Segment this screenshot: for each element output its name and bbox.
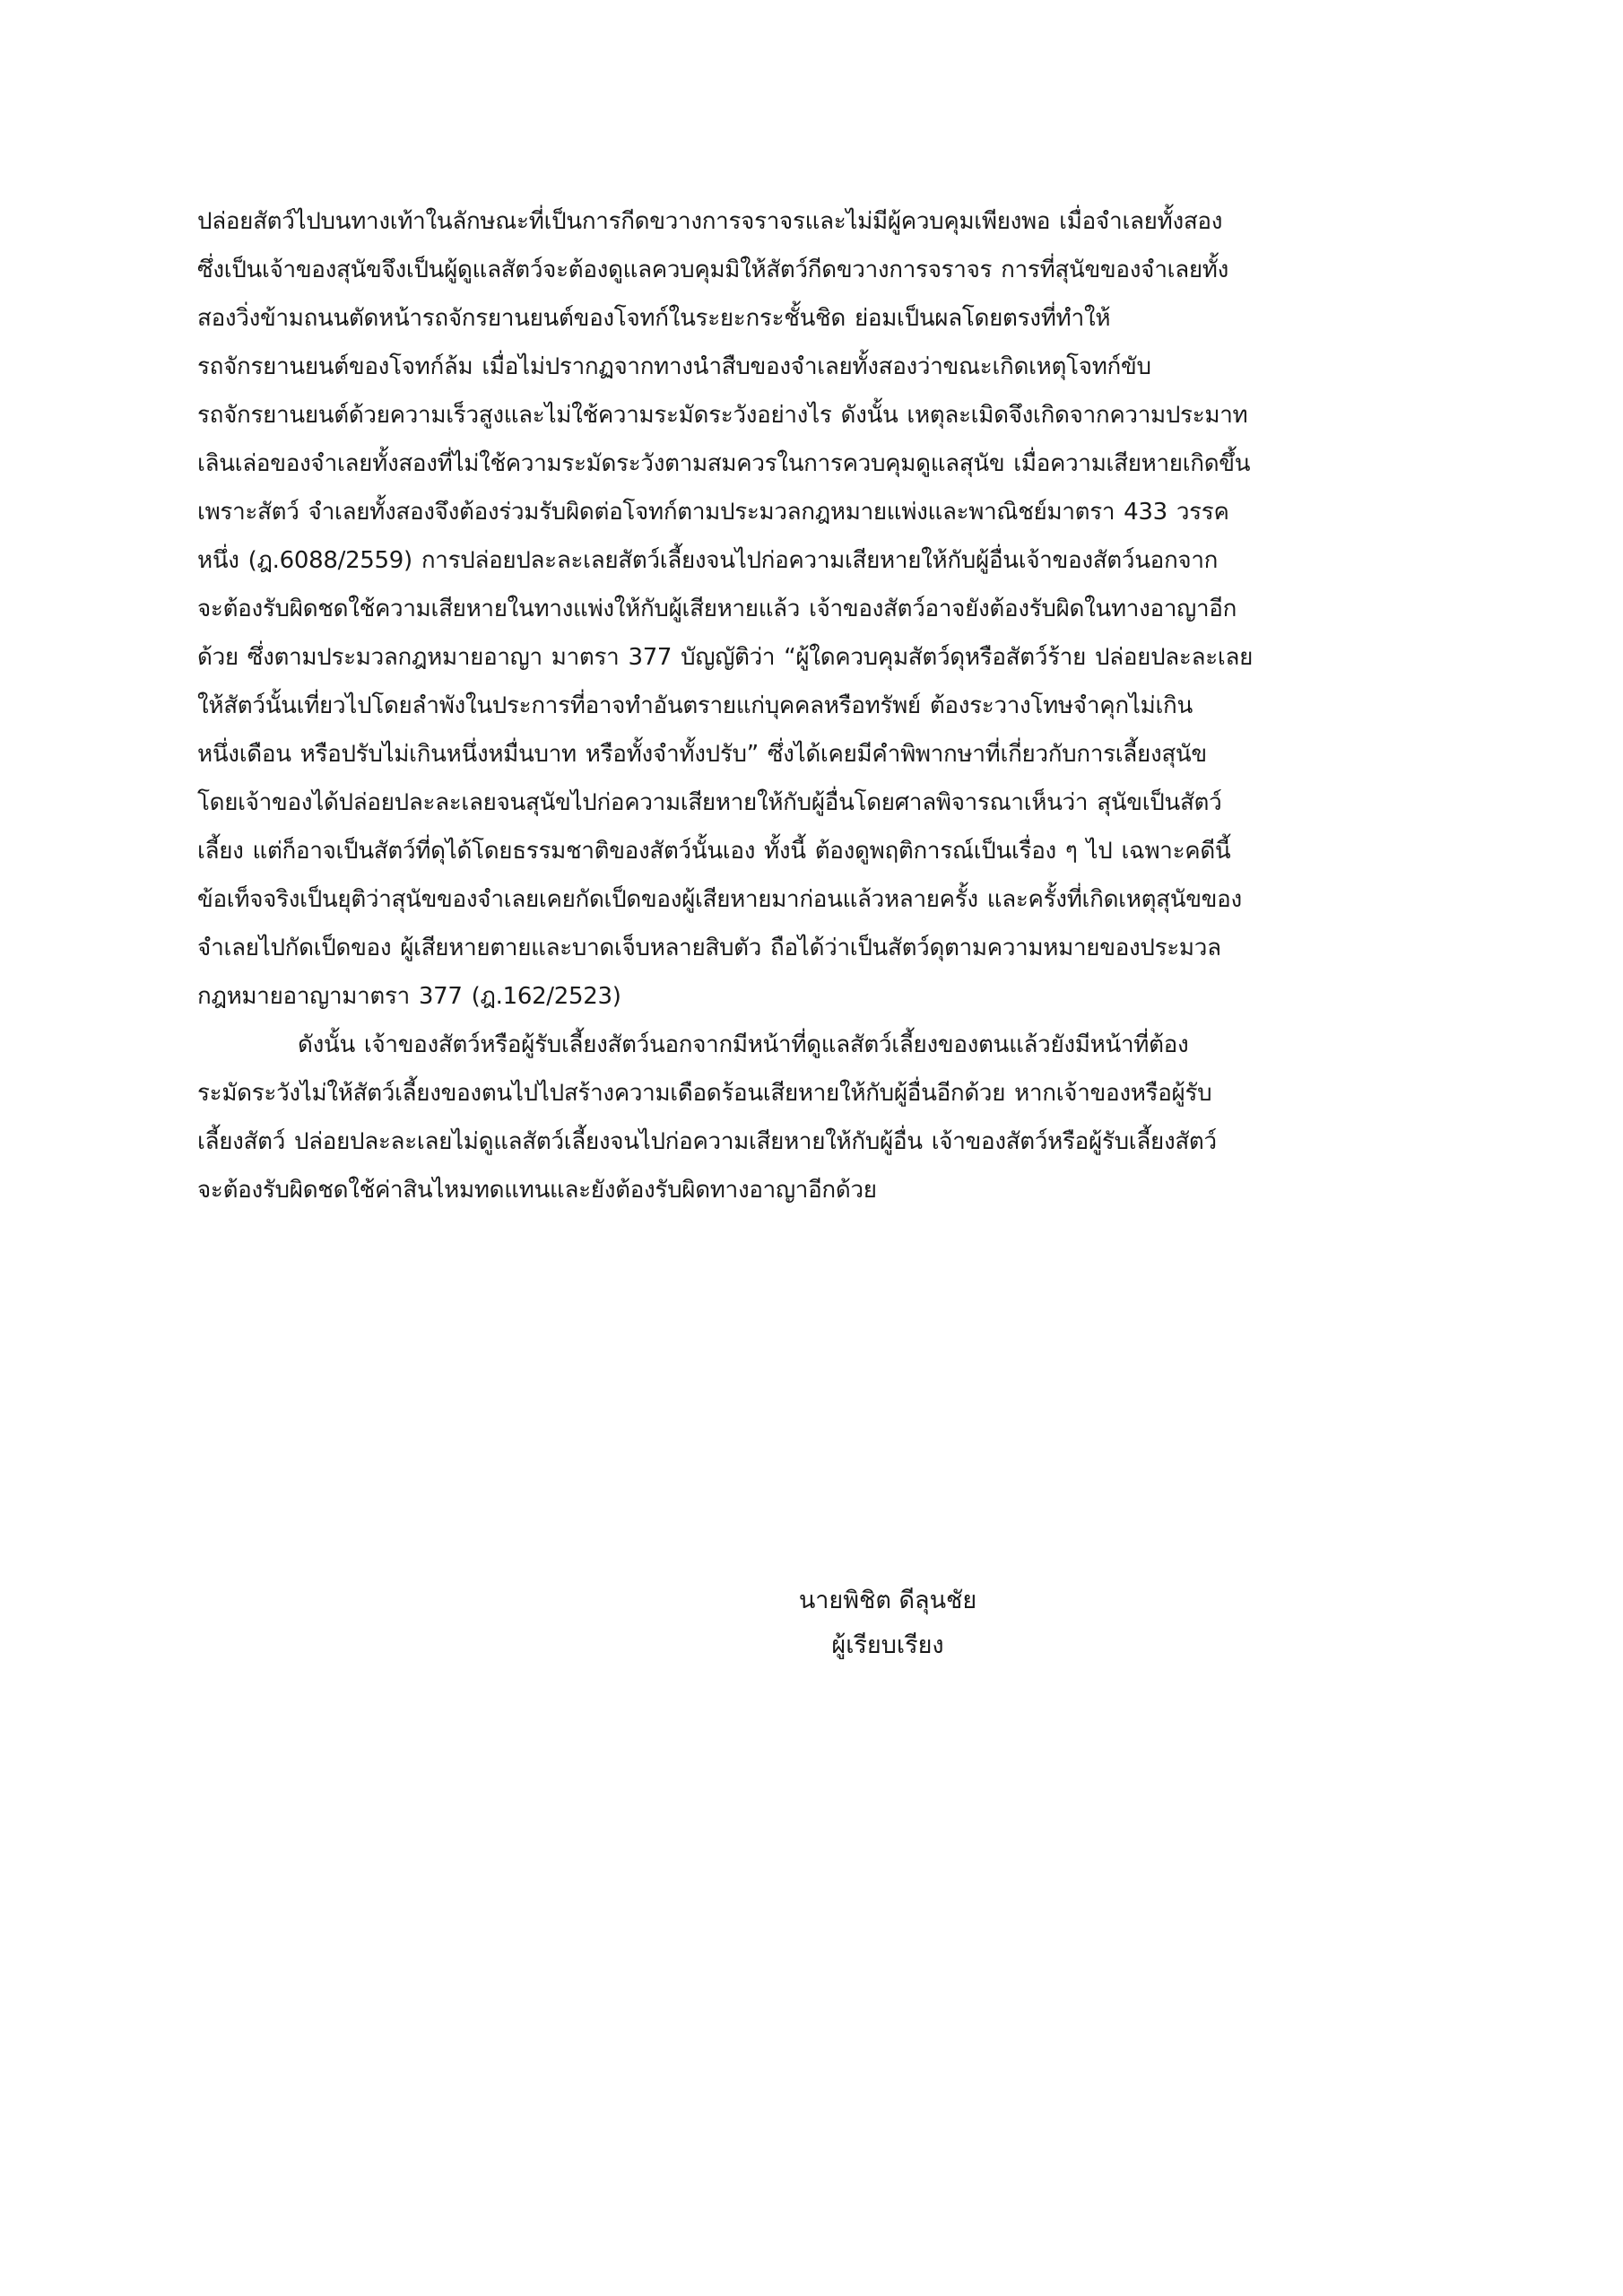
document-body xyxy=(197,197,1428,1214)
signature-block xyxy=(753,1578,1022,1668)
body-line: เพราะสัตว์ จำเลยทั้งสองจึงต้องร่วมรับผิดต่อโจทก์ตามประมวลกฎหมายแพ่งและพาณิชย์มาตรา 433 วรรค xyxy=(197,499,1229,526)
body-line: รถจักรยานยนต์ของโจทก์ล้ม เมื่อไม่ปรากฏจากทางนำสืบของจำเลยทั้งสองว่าขณะเกิดเหตุโจทก์ขับ xyxy=(197,353,1151,380)
body-line: จะต้องรับผิดชดใช้ค่าสินไหมทดแทนและยังต้องรับผิดทางอาญาอีกด้วย xyxy=(197,1177,877,1204)
body-line: รถจักรยานยนต์ด้วยความเร็วสูงและไม่ใช้ความระมัดระวังอย่างไร ดังนั้น เหตุละเมิดจึงเกิดจากความประมาท xyxy=(197,402,1248,429)
body-line: เลินเล่อของจำเลยทั้งสองที่ไม่ใช้ความระมัดระวังตามสมควรในการควบคุมดูแลสุนัข เมื่อความเสียหายเกิดขึ้น xyxy=(197,450,1251,477)
body-line: กฎหมายอาญามาตรา 377 (ฎ.162/2523) xyxy=(197,983,621,1010)
author-role: ผู้เรียบเรียง xyxy=(831,1631,944,1659)
body-line: ปล่อยสัตว์ไปบนทางเท้าในลักษณะที่เป็นการกีดขวางการจราจรและไม่มีผู้ควบคุมเพียงพอ เมื่อจำเลยทั้งสอง xyxy=(197,208,1223,235)
body-line: ข้อเท็จจริงเป็นยุติว่าสุนัขของจำเลยเคยกัดเป็ดของผู้เสียหายมาก่อนแล้วหลายครั้ง และครั้งที่เกิดเหตุสุนัขของ xyxy=(197,886,1242,913)
body-line: หนึ่ง (ฎ.6088/2559) การปล่อยปละละเลยสัตว์เลี้ยงจนไปก่อความเสียหายให้กับผู้อื่นเจ้าของสัตว์นอกจาก xyxy=(197,547,1219,574)
body-line: เลี้ยงสัตว์ ปล่อยปละละเลยไม่ดูแลสัตว์เลี้ยงจนไปก่อความเสียหายให้กับผู้อื่น เจ้าของสัตว์หรือผู้รับเลี้ยงสัตว์ xyxy=(197,1128,1217,1155)
author-name: นายพิชิต ดีลุนชัย xyxy=(798,1587,977,1614)
body-line: โดยเจ้าของได้ปล่อยปละละเลยจนสุนัขไปก่อความเสียหายให้กับผู้อื่นโดยศาลพิจารณาเห็นว่า สุนัขเป็นสัตว์ xyxy=(197,789,1222,816)
body-line: จำเลยไปกัดเป็ดของ ผู้เสียหายตายและบาดเจ็บหลายสิบตัว ถือได้ว่าเป็นสัตว์ดุตามความหมายของประมวล xyxy=(197,935,1221,961)
body-line: ด้วย ซึ่งตามประมวลกฎหมายอาญา มาตรา 377 บัญญัติว่า “ผู้ใดควบคุมสัตว์ดุหรือสัตว์ร้าย ปล่อยปละละเลย xyxy=(197,644,1254,671)
body-line: เลี้ยง แต่ก็อาจเป็นสัตว์ที่ดุได้โดยธรรมชาติของสัตว์นั้นเอง ทั้งนี้ ต้องดูพฤติการณ์เป็นเรื่อง ๆ ไป เฉพาะคดีนี้ xyxy=(197,838,1231,865)
body-line: หนึ่งเดือน หรือปรับไม่เกินหนึ่งหมื่นบาท หรือทั้งจำทั้งปรับ” ซึ่งได้เคยมีคำพิพากษาที่เกี่ยวกับการเลี้ยงสุนัข xyxy=(197,741,1207,768)
body-line: ระมัดระวังไม่ให้สัตว์เลี้ยงของตนไปไปสร้างความเดือดร้อนเสียหายให้กับผู้อื่นอีกด้วย หากเจ้าของหรือผู้รับ xyxy=(197,1080,1212,1107)
body-line: สองวิ่งข้ามถนนตัดหน้ารถจักรยานยนต์ของโจทก์ในระยะกระชั้นชิด ย่อมเป็นผลโดยตรงที่ทำให้ xyxy=(197,305,1111,332)
body-line: ซึ่งเป็นเจ้าของสุนัขจึงเป็นผู้ดูแลสัตว์จะต้องดูแลควบคุมมิให้สัตว์กีดขวางการจราจร การที่สุนัขของจำเลยทั้ง xyxy=(197,257,1229,283)
body-line: ให้สัตว์นั้นเที่ยวไปโดยลำพังในประการที่อาจทำอันตรายแก่บุคคลหรือทรัพย์ ต้องระวางโทษจำคุกไม่เกิน xyxy=(197,692,1193,719)
paragraph-start-line: ดังนั้น เจ้าของสัตว์หรือผู้รับเลี้ยงสัตว์นอกจากมีหน้าที่ดูแลสัตว์เลี้ยงของตนแล้วยังมีหน้าที่ต้อง xyxy=(298,1031,1189,1058)
body-line: จะต้องรับผิดชดใช้ความเสียหายในทางแพ่งให้กับผู้เสียหายแล้ว เจ้าของสัตว์อาจยังต้องรับผิดในทางอาญาอีก xyxy=(197,596,1237,622)
